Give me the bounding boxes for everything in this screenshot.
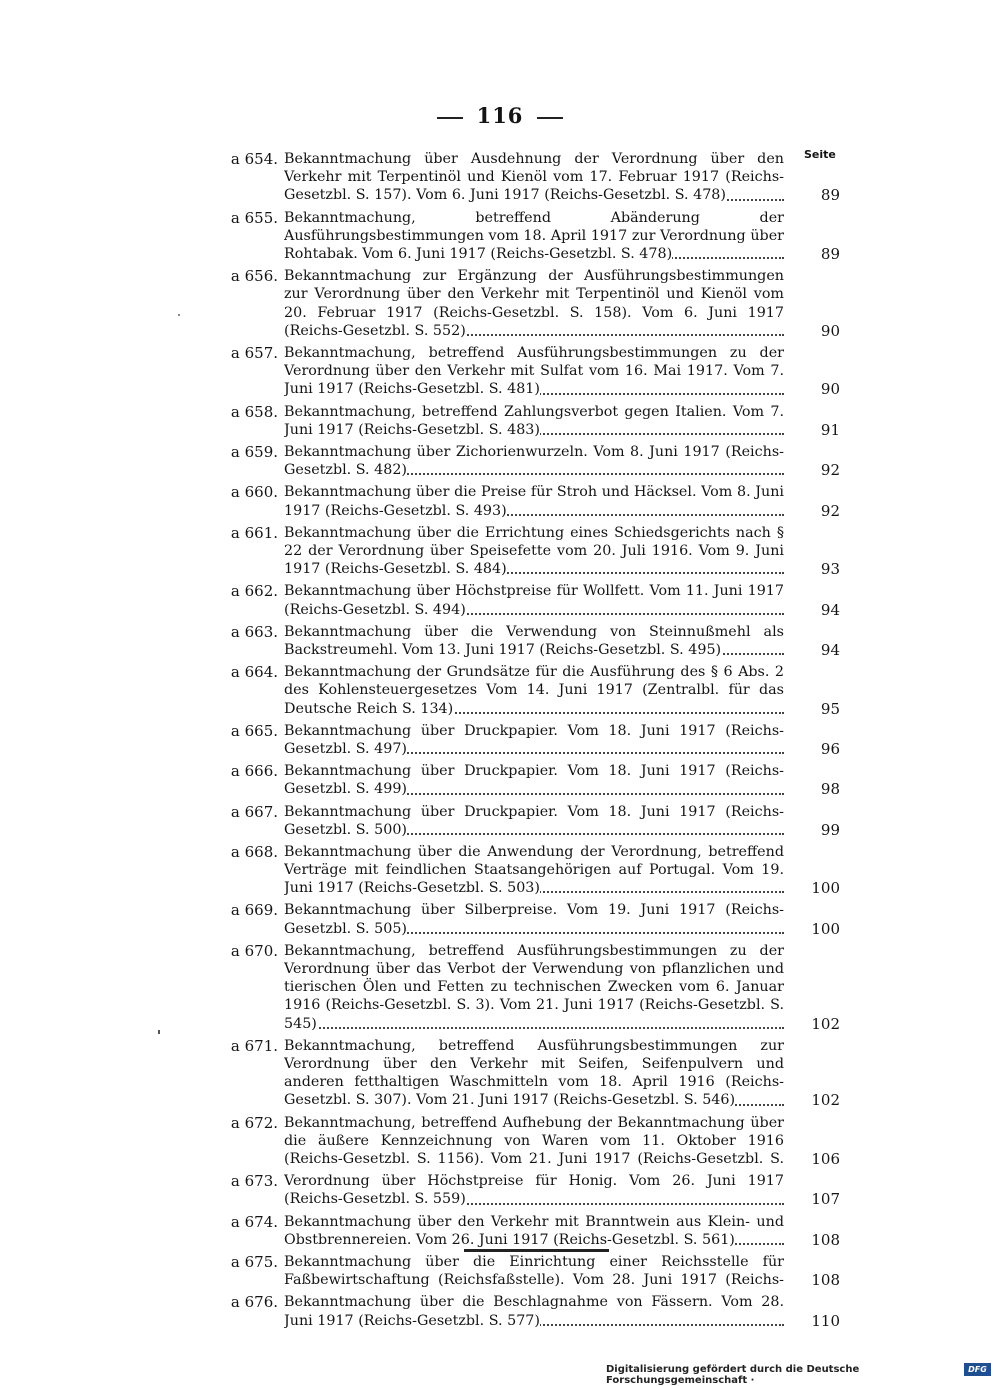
entry-page: 100	[811, 919, 840, 938]
entry-text: Verordnung über Höchstpreise für Honig. Vom 26. Juni 1917 (Reichs-Gesetzbl. S. 559)	[284, 1173, 784, 1208]
entry-text: Bekanntmachung der Grundsätze für die Ausführung des § 6 Abs. 2 des Kohlensteuergesetzes Vom 14. Juni 1917 (Zentralbl. für das Deutsche Reich S. 134)	[284, 664, 784, 717]
index-entry	[220, 403, 840, 439]
entry-text-block	[284, 623, 784, 659]
entry-page: 93	[820, 560, 840, 579]
entry-number: a 676.	[230, 1293, 278, 1312]
entry-number: a 666.	[230, 762, 278, 781]
entry-text-block	[284, 1172, 784, 1208]
entry-text: Bekanntmachung, betreffend Ausführungsbestimmungen zu der Verordnung über das Verbot der Verwendung von pflanzlichen und tierischen Ölen und Fetten zu technischen Zwecken vom 6. Januar 1916 (Reichs-Gesetzbl. S. 3). Vom 21. Juni 1917 (Reichs-Gesetzbl. S. 545)	[284, 942, 784, 1032]
entry-page: 90	[820, 380, 840, 399]
entry-page: 89	[820, 244, 840, 263]
entry-text: Bekanntmachung über Zichorienwurzeln. Vom 8. Juni 1917 (Reichs-Gesetzbl. S. 482)	[284, 443, 784, 479]
entry-number: a 659.	[230, 442, 278, 461]
index-entry	[220, 1172, 840, 1208]
entry-page: 89	[820, 186, 840, 205]
end-rule	[464, 1249, 609, 1252]
entry-text: Bekanntmachung über Druckpapier. Vom 18. Juni 1917 (Reichs-Gesetzbl. S. 499)	[284, 763, 784, 798]
index-entry	[220, 1253, 840, 1289]
entry-number: a 663.	[230, 622, 278, 641]
entry-number: a 662.	[230, 582, 278, 601]
entry-text: Bekanntmachung, betreffend Aufhebung der Bekanntmachung über die äußere Kennzeichnung von Waren vom 11. Oktober 1916 (Reichs-Gesetzbl. S. 1156). Vom 21. Juni 1917 (Reichs-Gesetzbl. S.	[284, 1115, 784, 1169]
entry-page: 110	[811, 1311, 840, 1330]
footer-credit: Digitalisierung gefördert durch die Deutsche Forschungsgemeinschaft ·	[606, 1364, 860, 1386]
entry-text: Bekanntmachung über die Beschlagnahme von Fässern. Vom 28. Juni 1917 (Reichs-Gesetzbl. S. 577)	[284, 1294, 784, 1329]
page-number: 116	[476, 103, 524, 128]
entry-page: 102	[811, 1091, 840, 1110]
entry-page: 99	[820, 820, 840, 839]
entry-text-block	[284, 344, 784, 399]
index-entry	[220, 803, 840, 839]
index-entry	[220, 901, 840, 937]
entry-text: Bekanntmachung über Druckpapier. Vom 18. Juni 1917 (Reichs-Gesetzbl. S. 497)	[284, 722, 784, 757]
entry-number: a 673.	[230, 1172, 278, 1191]
entry-text-block	[284, 722, 784, 758]
scan-artifact	[158, 1030, 160, 1034]
entry-text: Bekanntmachung über die Verwendung von Steinnußmehl als Backstreumehl. Vom 13. Juni 1917 (Reichs-Gesetzbl. S. 495)	[284, 623, 784, 658]
entry-text-block	[284, 1293, 784, 1329]
index-entry	[220, 443, 840, 479]
index-entry	[220, 267, 840, 340]
entry-page: 108	[811, 1271, 840, 1290]
index-entry	[220, 1037, 840, 1110]
entry-text: Bekanntmachung über Silberpreise. Vom 19. Juni 1917 (Reichs-Gesetzbl. S. 505)	[284, 902, 784, 937]
entry-text: Bekanntmachung, betreffend Ausführungsbestimmungen zur Verordnung über den Verkehr mit Seifen, Seifenpulvern und anderen fetthaltigen Waschmitteln vom 18. April 1916 (Reichs-Gesetzbl. S. 307). Vom 21. Juni 1917 (Reichs-Gesetzbl. S. 546)	[284, 1037, 784, 1109]
entry-number: a 660.	[230, 483, 278, 502]
header-dash-right	[537, 117, 563, 119]
scan-artifact	[178, 314, 180, 316]
entry-page: 95	[820, 699, 840, 718]
entry-number: a 655.	[230, 208, 278, 227]
entry-text-block	[284, 663, 784, 718]
index-entry	[220, 1213, 840, 1249]
entry-number: a 656.	[230, 267, 278, 286]
entry-page: 98	[820, 780, 840, 799]
index-entry	[220, 1293, 840, 1329]
index-entry	[220, 483, 840, 519]
entry-text-block	[284, 942, 784, 1033]
index-entry	[220, 209, 840, 264]
page-header	[0, 103, 1000, 133]
entry-text: Bekanntmachung über Druckpapier. Vom 18. Juni 1917 (Reichs-Gesetzbl. S. 500)	[284, 803, 784, 838]
entry-text: Bekanntmachung über Ausdehnung der Verordnung über den Verkehr mit Terpentinöl und Kienöl vom 17. Februar 1917 (Reichs-Gesetzbl. S. 157). Vom 6. Juni 1917 (Reichs-Gesetzbl. S. 478)	[284, 151, 784, 204]
entry-text: Bekanntmachung über den Verkehr mit Branntwein aus Klein- und Obstbrennereien. Vom 26. Juni 1917 (Reichs-Gesetzbl. S. 561)	[284, 1213, 784, 1248]
entry-text: Bekanntmachung über die Preise für Stroh und Häcksel. Vom 8. Juni 1917 (Reichs-Gesetzbl. S. 493)	[284, 484, 784, 519]
entry-page: 90	[820, 321, 840, 340]
index-entries	[220, 150, 840, 1334]
entry-text-block	[284, 1037, 784, 1110]
entry-text-block	[284, 901, 784, 937]
index-entry	[220, 843, 840, 898]
entry-text-block	[284, 443, 784, 479]
entry-number: a 671.	[230, 1036, 278, 1055]
entry-number: a 664.	[230, 663, 278, 682]
index-entry	[220, 344, 840, 399]
entry-text-block	[284, 803, 784, 839]
entry-text-block	[284, 483, 784, 519]
entry-text-block	[284, 267, 784, 340]
entry-number: a 661.	[230, 523, 278, 542]
entry-page: 100	[811, 879, 840, 898]
entry-number: a 665.	[230, 721, 278, 740]
entry-text-block	[284, 209, 784, 264]
entry-page: 92	[820, 461, 840, 480]
entry-text: Bekanntmachung, betreffend Ausführungsbestimmungen zu der Verordnung über den Verkehr mit Sulfat vom 16. Mai 1917. Vom 7. Juni 1917 (Reichs-Gesetzbl. S. 481)	[284, 344, 784, 398]
entry-text-block	[284, 524, 784, 579]
header-dash-left	[437, 117, 463, 119]
entry-number: a 669.	[230, 901, 278, 920]
entry-text: Bekanntmachung, betreffend Abänderung der Ausführungsbestimmungen vom 18. April 1917 zur Verordnung über Rohtabak. Vom 6. Juni 1917 (Reichs-Gesetzbl. S. 478)	[284, 209, 784, 262]
entry-page: 108	[811, 1230, 840, 1249]
entry-text-block	[284, 843, 784, 898]
entry-text-block	[284, 762, 784, 798]
entry-text: Bekanntmachung über die Errichtung eines Schiedsgerichts nach § 22 der Verordnung über Speisefette vom 20. Juli 1916. Vom 9. Juni 1917 (Reichs-Gesetzbl. S. 484)	[284, 524, 784, 578]
entry-text-block	[284, 582, 784, 618]
seite-column-label: Seite	[804, 148, 836, 161]
entry-page: 91	[820, 420, 840, 439]
entry-number: a 657.	[230, 343, 278, 362]
entry-text: Bekanntmachung über die Einrichtung einer Reichsstelle für Faßbewirtschaftung (Reichsfaßstelle). Vom 28. Juni 1917 (Reichs-	[284, 1254, 784, 1289]
entry-page: 102	[811, 1014, 840, 1033]
entry-page: 92	[820, 501, 840, 520]
index-entry	[220, 722, 840, 758]
index-entry	[220, 150, 840, 205]
entry-text: Bekanntmachung über die Anwendung der Verordnung, betreffend Verträge mit feindlichen Staatsangehörigen auf Portugal. Vom 19. Juni 1917 (Reichs-Gesetzbl. S. 503)	[284, 843, 784, 897]
entry-number: a 658.	[230, 402, 278, 421]
entry-number: a 675.	[230, 1253, 278, 1272]
index-entry	[220, 942, 840, 1033]
entry-number: a 654.	[230, 150, 278, 168]
entry-text-block	[284, 1213, 784, 1249]
entry-text-block	[284, 1253, 784, 1289]
entry-text: Bekanntmachung über Höchstpreise für Wollfett. Vom 11. Juni 1917 (Reichs-Gesetzbl. S. 494)	[284, 583, 784, 618]
entry-number: a 670.	[230, 941, 278, 960]
index-entry	[220, 524, 840, 579]
entry-text-block	[284, 403, 784, 439]
entry-number: a 674.	[230, 1212, 278, 1231]
entry-text-block	[284, 1114, 784, 1169]
entry-number: a 672.	[230, 1113, 278, 1132]
index-entry	[220, 762, 840, 798]
index-entry	[220, 1114, 840, 1169]
index-entry	[220, 582, 840, 618]
entry-page: 106	[811, 1150, 840, 1169]
entry-page: 107	[811, 1190, 840, 1209]
entry-text-block	[284, 150, 784, 205]
index-entry	[220, 623, 840, 659]
entry-number: a 668.	[230, 842, 278, 861]
entry-page: 94	[820, 640, 840, 659]
entry-text: Bekanntmachung, betreffend Zahlungsverbot gegen Italien. Vom 7. Juni 1917 (Reichs-Gesetzbl. S. 483)	[284, 403, 784, 438]
entry-number: a 667.	[230, 802, 278, 821]
entry-page: 94	[820, 600, 840, 619]
index-entry	[220, 663, 840, 718]
dfg-logo-icon: DFG	[964, 1363, 991, 1376]
entry-text: Bekanntmachung zur Ergänzung der Ausführungsbestimmungen zur Verordnung über den Verkehr mit Terpentinöl und Kienöl vom 20. Februar 1917 (Reichs-Gesetzbl. S. 158). Vom 6. Juni 1917 (Reichs-Gesetzbl. S. 552)	[284, 268, 784, 339]
entry-page: 96	[820, 739, 840, 758]
